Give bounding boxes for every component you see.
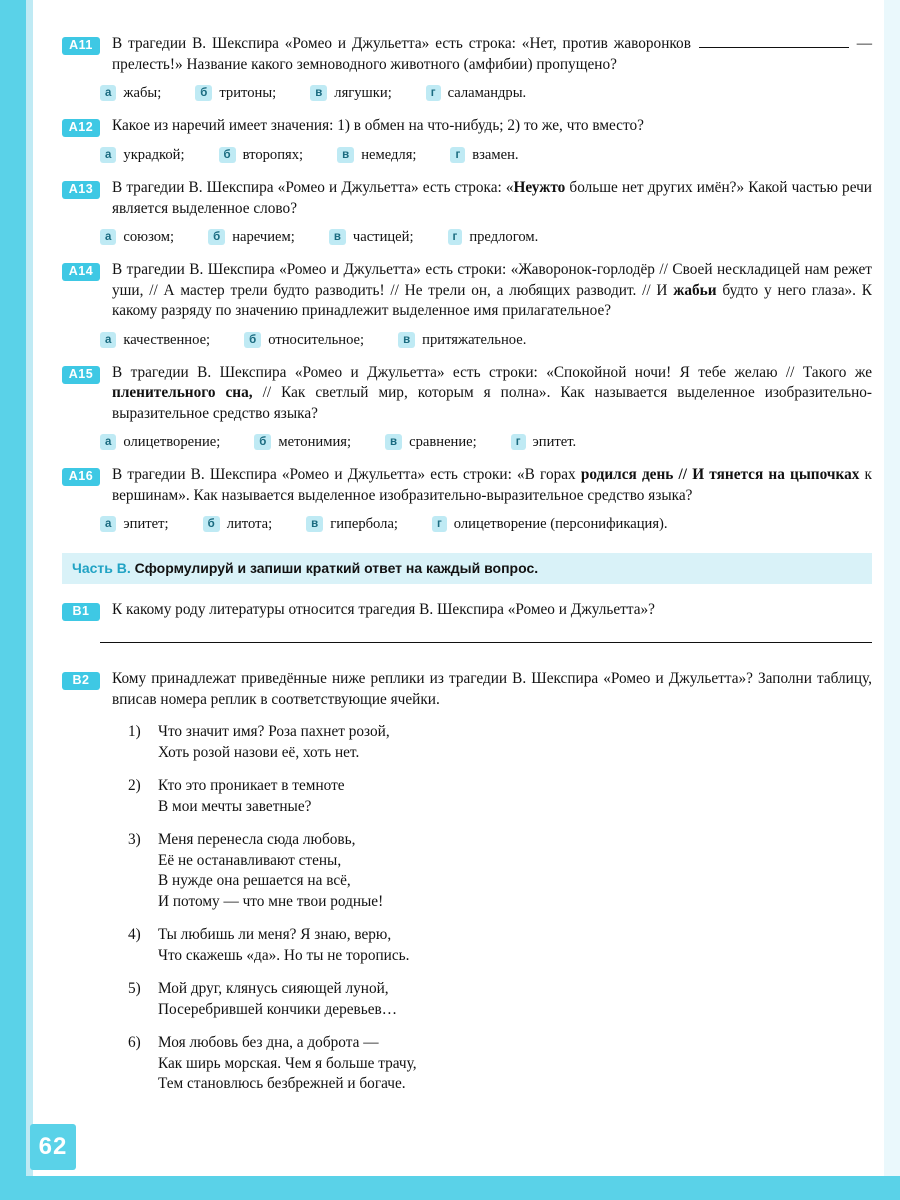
- replica-line: Хоть розой назови её, хоть нет.: [158, 743, 360, 761]
- task-a12-text: Какое из наречий имеет значения: 1) в обмен на что-нибудь; 2) то же, что вместо?: [112, 117, 644, 134]
- answer-letter: б: [254, 434, 271, 450]
- task-a16: [62, 465, 872, 533]
- task-code-a11: A11: [62, 37, 100, 55]
- answer-text: эпитет;: [123, 516, 169, 532]
- answer-option[interactable]: [100, 228, 174, 246]
- answer-option[interactable]: [244, 331, 364, 349]
- replica-line: В нужде она решается на всё,: [158, 872, 351, 889]
- answer-text: союзом;: [123, 229, 175, 245]
- answer-text: эпитет.: [532, 434, 577, 450]
- replica-lines: [158, 1033, 872, 1095]
- answer-option[interactable]: [426, 84, 526, 102]
- answer-letter: г: [426, 85, 441, 101]
- answer-text: сравнение;: [409, 434, 477, 450]
- task-a12: [62, 116, 872, 164]
- part-b-description: Сформулируй и запиши краткий ответ на каждый вопрос.: [134, 560, 539, 576]
- task-a13-head: [62, 178, 872, 219]
- page-number: 62: [30, 1124, 76, 1170]
- answer-text: метонимия;: [278, 434, 352, 450]
- task-a13-text: В трагедии В. Шекспира «Ромео и Джульетта» есть строка: «Неужто больше нет других имён?» Какой частью речи является выделенное слово?: [112, 179, 872, 217]
- answer-text: тритоны;: [219, 85, 277, 101]
- task-b1: [62, 600, 872, 643]
- answer-text: взамен.: [472, 147, 519, 163]
- answer-letter: б: [195, 85, 212, 101]
- list-item: [128, 722, 872, 763]
- answer-option[interactable]: [450, 146, 518, 164]
- task-code-a15: A15: [62, 366, 100, 384]
- answer-letter: в: [337, 147, 354, 163]
- page-content: [62, 34, 872, 1109]
- answer-text: второпях;: [242, 147, 304, 163]
- task-a12-head: [62, 116, 872, 137]
- answer-text: относительное;: [268, 331, 365, 348]
- answer-letter: а: [100, 229, 116, 245]
- task-a16-answers: [100, 515, 872, 533]
- answer-letter: а: [100, 147, 116, 163]
- answer-option[interactable]: [385, 433, 477, 451]
- task-a15-head: [62, 363, 872, 425]
- task-a12-answers: [100, 146, 872, 164]
- answer-text: гипербола;: [330, 516, 398, 532]
- answer-letter: б: [219, 147, 236, 163]
- answer-option[interactable]: [337, 146, 416, 164]
- part-b-header: [62, 553, 872, 584]
- task-a11-head: [62, 34, 872, 75]
- answer-text: качественное;: [123, 331, 211, 348]
- replica-lines: [158, 776, 872, 817]
- task-code-b2: B2: [62, 672, 100, 690]
- answer-option[interactable]: [100, 515, 169, 533]
- task-b1-text: К какому роду литературы относится трагедия В. Шекспира «Ромео и Джульетта»?: [112, 601, 655, 618]
- answer-text: литота;: [226, 516, 273, 532]
- replica-line: Меня перенесла сюда любовь,: [158, 831, 356, 848]
- replica-number: 6): [128, 1034, 141, 1051]
- task-a14-head: [62, 260, 872, 322]
- task-a15: [62, 363, 872, 452]
- list-item: [128, 1033, 872, 1095]
- task-a16-text: В трагедии В. Шекспира «Ромео и Джульетта» есть строки: «В горах родился день // И тянется на цыпочках к вершинам». Как называется выделенное изобразительно-выразительное средство языка?: [112, 466, 872, 504]
- task-a16-head: [62, 465, 872, 506]
- answer-text: немедля;: [361, 147, 417, 163]
- replica-lines: [158, 722, 872, 763]
- task-a11-answers: [100, 84, 872, 102]
- replica-lines: [158, 979, 872, 1020]
- answer-letter: б: [203, 516, 220, 532]
- answer-letter: в: [329, 229, 346, 245]
- task-a11-text: В трагедии В. Шекспира «Ромео и Джульетта» есть строка: «Нет, против жаворонков — прелесть!» Название какого земноводного животного (амфибии) пропущено?: [112, 35, 872, 73]
- list-item: [128, 979, 872, 1020]
- answer-letter: г: [448, 229, 463, 245]
- task-code-a12: A12: [62, 119, 100, 137]
- task-b2: [62, 669, 872, 1095]
- page-left-border-inner: [26, 0, 33, 1200]
- task-a15-text: В трагедии В. Шекспира «Ромео и Джульетта» есть строки: «Спокойной ночи! Я тебе желаю // Такого же пленительного сна, // Как светлый мир, которым я полна». Как называется выделенное изобразительно-выразительное средство языка?: [112, 363, 873, 422]
- answer-option[interactable]: [208, 228, 295, 246]
- replica-number: 1): [128, 723, 141, 740]
- answer-letter: а: [100, 332, 116, 348]
- task-code-a14: A14: [62, 263, 100, 281]
- replica-lines: [158, 925, 872, 966]
- answer-letter: б: [208, 229, 225, 245]
- task-a14-answers: [100, 331, 872, 349]
- answer-option[interactable]: [100, 433, 220, 451]
- answer-letter: в: [385, 434, 402, 450]
- answer-text: олицетворение;: [123, 434, 221, 450]
- list-item: [128, 925, 872, 966]
- replica-line: Посеребрившей кончики деревьев…: [158, 1000, 398, 1018]
- task-code-a16: A16: [62, 468, 100, 486]
- replica-line: В мои мечты заветные?: [158, 797, 312, 815]
- task-a13: [62, 178, 872, 246]
- part-b-label: Часть В.: [72, 560, 131, 576]
- answer-option[interactable]: [432, 515, 668, 533]
- answer-text: лягушки;: [334, 85, 392, 101]
- answer-text: украдкой;: [123, 147, 185, 163]
- answer-option[interactable]: [448, 228, 539, 246]
- answer-text: саламандры.: [447, 85, 527, 101]
- answer-letter: в: [306, 516, 323, 532]
- answer-text: олицетворение (персонификация).: [453, 516, 668, 532]
- replica-number: 5): [128, 980, 141, 997]
- task-code-a13: A13: [62, 181, 100, 199]
- answer-letter: б: [244, 332, 261, 348]
- replica-line: Мой друг, клянусь сияющей луной,: [158, 980, 389, 997]
- answer-option[interactable]: [100, 331, 210, 349]
- replica-lines: [158, 830, 872, 912]
- answer-letter: а: [100, 516, 116, 532]
- answer-text: притяжательное.: [422, 331, 527, 348]
- list-item: [128, 776, 872, 817]
- answer-option[interactable]: [100, 84, 161, 102]
- answer-text: наречием;: [232, 229, 295, 245]
- replica-line: Кто это проникает в темноте: [158, 777, 345, 794]
- replica-line: Ты любишь ли меня? Я знаю, верю,: [158, 926, 392, 943]
- replica-number: 2): [128, 777, 141, 794]
- replica-number: 4): [128, 926, 141, 943]
- task-b1-head: [62, 600, 872, 621]
- task-a13-answers: [100, 228, 872, 246]
- replica-number: 3): [128, 831, 141, 848]
- answer-letter: в: [398, 332, 415, 348]
- answer-option[interactable]: [511, 433, 576, 451]
- answer-text: предлогом.: [469, 229, 539, 245]
- task-b2-text: Кому принадлежат приведённые ниже реплики из трагедии В. Шекспира «Ромео и Джульетта»? Заполни таблицу, вписав номера реплик в соответствующие ячейки.: [112, 670, 872, 708]
- answer-letter: г: [450, 147, 465, 163]
- replica-line: Как ширь морская. Чем я больше трачу,: [158, 1054, 417, 1072]
- answer-letter: г: [511, 434, 526, 450]
- answer-letter: в: [310, 85, 327, 101]
- list-item: [128, 830, 872, 912]
- task-b2-head: [62, 669, 872, 710]
- page-bottom-border: [0, 1176, 900, 1200]
- answer-letter: г: [432, 516, 447, 532]
- replica-line: Тем становлюсь безбрежней и богаче.: [158, 1075, 406, 1092]
- task-a11: [62, 34, 872, 102]
- answer-option[interactable]: [329, 228, 414, 246]
- replica-line: Что значит имя? Роза пахнет розой,: [158, 723, 390, 740]
- answer-option[interactable]: [310, 84, 392, 102]
- page-right-border: [884, 0, 900, 1200]
- answer-text: жабы;: [123, 85, 162, 101]
- answer-option[interactable]: [219, 146, 304, 164]
- task-a14-text: В трагедии В. Шекспира «Ромео и Джульетта» есть строки: «Жаворонок-горлодёр // Своей нескладицей нам режет уши, // А мастер трели будто разводить! // Не трели он, а любящих разводит. // И жабьи будто у него глаза». К какому разряду по значению принадлежит выделенное имя прилагательное?: [112, 261, 873, 319]
- answer-text: частицей;: [352, 229, 414, 245]
- page-left-border: [0, 0, 26, 1200]
- answer-option[interactable]: [203, 515, 273, 533]
- task-code-b1: B1: [62, 603, 100, 621]
- answer-option[interactable]: [100, 146, 185, 164]
- b1-answer-line[interactable]: [100, 641, 872, 643]
- replica-line: Моя любовь без дна, а доброта —: [158, 1034, 379, 1051]
- replica-line: И потому — что мне твои родные!: [158, 892, 384, 910]
- answer-letter: а: [100, 434, 116, 450]
- answer-letter: а: [100, 85, 116, 101]
- task-a14: [62, 260, 872, 349]
- answer-option[interactable]: [195, 84, 276, 102]
- replica-line: Её не останавливают стены,: [158, 851, 342, 869]
- answer-option[interactable]: [254, 433, 351, 451]
- answer-option[interactable]: [398, 331, 526, 349]
- answer-option[interactable]: [306, 515, 398, 533]
- replica-line: Что скажешь «да». Но ты не торопись.: [158, 946, 410, 964]
- replica-list: [128, 722, 872, 1095]
- task-a15-answers: [100, 433, 872, 451]
